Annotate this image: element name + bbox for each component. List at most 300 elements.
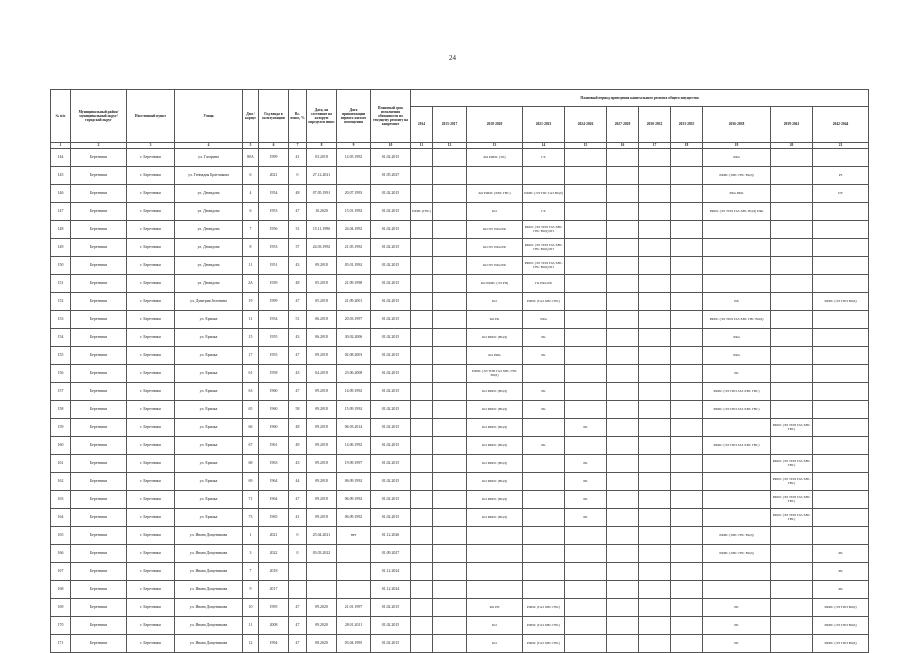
date-privatization-cell: 23.06.2008 (337, 365, 371, 383)
house-cell: 19 (243, 293, 259, 311)
period-2036-2038-cell (703, 419, 771, 437)
header-period: 2039-2041 (771, 107, 813, 143)
period-2024-2026-cell (565, 617, 607, 635)
period-2033-2035-cell (671, 149, 703, 167)
date-privatization-cell: 21.01.1997 (337, 599, 371, 617)
table-row (51, 527, 869, 545)
period-2042-2044-cell (813, 149, 869, 167)
wear-cell: 44 (289, 473, 307, 491)
table-row (51, 239, 869, 257)
settlement-cell: г. Березники (127, 617, 175, 635)
period-2033-2035-cell (671, 419, 703, 437)
period-2033-2035-cell (671, 167, 703, 185)
period-2039-2041-cell (771, 347, 813, 365)
house-cell: 1 (243, 527, 259, 545)
street-cell: ул. Ермака (175, 329, 243, 347)
settlement-cell: г. Березники (127, 455, 175, 473)
house-cell: 6 (243, 203, 259, 221)
table-row (51, 473, 869, 491)
table-row (51, 509, 869, 527)
municipality-cell: Березники (71, 563, 127, 581)
period-2018-2020-cell: РФИС (ЭЛ ТПП ГАЗ ХВС ГВС ВОД) (467, 365, 523, 383)
year-built-cell: 1963 (259, 455, 289, 473)
page-number: 24 (449, 54, 456, 62)
period-2036-2038-cell (703, 473, 771, 491)
year-built-cell: 1955 (259, 329, 289, 347)
date-privatization-cell (337, 581, 371, 599)
period-2015-2017-cell (433, 239, 467, 257)
period-2021-2023-cell (523, 527, 565, 545)
column-number: 18 (671, 143, 703, 149)
period-2030-2032-cell (639, 167, 671, 185)
year-built-cell: 2022 (259, 545, 289, 563)
wear-cell: 47 (289, 635, 307, 653)
period-2021-2023-cell (523, 545, 565, 563)
period-2021-2023-cell: РФИС (ГАЗ ХВС ГВС) (523, 617, 565, 635)
period-2030-2032-cell (639, 203, 671, 221)
period-2036-2038-cell: РФИС (ХВС ГВС ВОД) (703, 527, 771, 545)
period-2039-2041-cell: РФИС (ЭЛ ТПП ГАЗ ХВС ГВС) (771, 473, 813, 491)
period-2015-2017-cell (433, 509, 467, 527)
house-cell: 6 (243, 167, 259, 185)
period-2014-cell (411, 473, 433, 491)
period-2042-2044-cell (813, 383, 869, 401)
date-state-cell: 09.2018 (307, 491, 337, 509)
date-state-cell: 09.2018 (307, 401, 337, 419)
settlement-cell: г. Березники (127, 203, 175, 221)
period-2030-2032-cell (639, 311, 671, 329)
street-cell: ул. Ермака (175, 491, 243, 509)
period-2027-2029-cell (607, 347, 639, 365)
period-2027-2029-cell (607, 401, 639, 419)
period-2027-2029-cell (607, 383, 639, 401)
period-2036-2038-cell (703, 491, 771, 509)
period-2036-2038-cell: РФИС (ЭЛ ТПП ГАЗ ХВС ВОД) РФн (703, 203, 771, 221)
date-privatization-cell: 15.01.1992 (337, 203, 371, 221)
settlement-cell: г. Березники (127, 311, 175, 329)
municipality-cell: Березники (71, 257, 127, 275)
period-2027-2029-cell (607, 149, 639, 167)
period-2039-2041-cell (771, 437, 813, 455)
row-number: 146 (51, 185, 71, 203)
period-2015-2017-cell (433, 275, 467, 293)
wear-cell: 49 (289, 437, 307, 455)
date-privatization-cell (337, 563, 371, 581)
house-cell: 2А (243, 275, 259, 293)
period-2033-2035-cell (671, 329, 703, 347)
period-2018-2020-cell: КО (467, 617, 523, 635)
period-2042-2044-cell: РК (813, 563, 869, 581)
period-2021-2023-cell: РФИС (ЭЛ ТПП ГАЗ ХВС ГВС ВОД) РП (523, 239, 565, 257)
period-2030-2032-cell (639, 617, 671, 635)
period-2036-2038-cell: РК (703, 365, 771, 383)
period-2036-2038-cell: РФн (703, 329, 771, 347)
year-built-cell: 2008 (259, 617, 289, 635)
period-2015-2017-cell (433, 293, 467, 311)
date-privatization-cell: 02.08.2003 (337, 347, 371, 365)
period-2036-2038-cell: РФн (703, 347, 771, 365)
plan-term-cell: 01.02.2015 (371, 383, 411, 401)
date-state-cell: 09.2020 (307, 599, 337, 617)
period-2015-2017-cell (433, 581, 467, 599)
period-2027-2029-cell (607, 257, 639, 275)
settlement-cell: г. Березники (127, 599, 175, 617)
row-number: 159 (51, 419, 71, 437)
period-2014-cell (411, 221, 433, 239)
municipality-cell: Березники (71, 455, 127, 473)
period-2018-2020-cell: КО РФИС (ВОД) (467, 401, 523, 419)
period-2027-2029-cell (607, 419, 639, 437)
period-2018-2020-cell: КО РФИС (ХВС ГВС) (467, 185, 523, 203)
period-2033-2035-cell (671, 185, 703, 203)
period-2039-2041-cell (771, 185, 813, 203)
year-built-cell: 1995 (259, 599, 289, 617)
column-number: 2 (71, 143, 127, 149)
date-privatization-cell: 06.03.2014 (337, 419, 371, 437)
year-built-cell: 1999 (259, 149, 289, 167)
period-2042-2044-cell (813, 347, 869, 365)
period-2042-2044-cell (813, 509, 869, 527)
date-state-cell (307, 581, 337, 599)
column-number: 13 (467, 143, 523, 149)
period-2030-2032-cell (639, 545, 671, 563)
column-number: 3 (127, 143, 175, 149)
house-cell: 7 (243, 563, 259, 581)
year-built-cell: 1954 (259, 185, 289, 203)
period-2027-2029-cell (607, 293, 639, 311)
period-2039-2041-cell (771, 221, 813, 239)
settlement-cell: г. Березники (127, 437, 175, 455)
period-2030-2032-cell (639, 149, 671, 167)
period-2014-cell (411, 419, 433, 437)
street-cell: ул. Ивана Дощеникова (175, 527, 243, 545)
period-2042-2044-cell (813, 473, 869, 491)
period-2033-2035-cell (671, 239, 703, 257)
date-state-cell: 09.2020 (307, 617, 337, 635)
period-2018-2020-cell: КО (467, 293, 523, 311)
settlement-cell: г. Березники (127, 185, 175, 203)
wear-cell: 51 (289, 311, 307, 329)
wear-cell: 58 (289, 401, 307, 419)
column-number: 7 (289, 143, 307, 149)
settlement-cell: г. Березники (127, 581, 175, 599)
municipality-cell: Березники (71, 491, 127, 509)
period-2018-2020-cell (467, 527, 523, 545)
header-period: 2014 (411, 107, 433, 143)
period-2027-2029-cell (607, 311, 639, 329)
period-2027-2029-cell (607, 527, 639, 545)
year-built-cell: 2021 (259, 527, 289, 545)
period-2014-cell (411, 527, 433, 545)
period-2021-2023-cell: ГХ (523, 203, 565, 221)
period-2024-2026-cell (565, 167, 607, 185)
row-number: 156 (51, 365, 71, 383)
column-number: 19 (703, 143, 771, 149)
period-2033-2035-cell (671, 509, 703, 527)
period-2024-2026-cell (565, 437, 607, 455)
period-2021-2023-cell (523, 473, 565, 491)
period-2014-cell (411, 257, 433, 275)
house-cell: 7 (243, 221, 259, 239)
plan-term-cell: 01.02.2015 (371, 473, 411, 491)
year-built-cell: 1958 (259, 365, 289, 383)
period-2024-2026-cell (565, 599, 607, 617)
plan-term-cell: 01.05.2027 (371, 167, 411, 185)
period-2024-2026-cell: РК (565, 455, 607, 473)
period-2024-2026-cell (565, 347, 607, 365)
settlement-cell: г. Березники (127, 149, 175, 167)
period-2039-2041-cell (771, 239, 813, 257)
column-number: 20 (771, 143, 813, 149)
period-2015-2017-cell (433, 437, 467, 455)
period-2024-2026-cell (565, 545, 607, 563)
house-cell: 73 (243, 509, 259, 527)
wear-cell: 47 (289, 617, 307, 635)
row-number: 170 (51, 617, 71, 635)
period-2021-2023-cell: РФИС (ГАЗ ХВС ГВС) (523, 635, 565, 653)
period-2030-2032-cell (639, 599, 671, 617)
date-state-cell: 09.2018 (307, 257, 337, 275)
street-cell: ул. Ермака (175, 383, 243, 401)
plan-term-cell: 01.02.2015 (371, 401, 411, 419)
year-built-cell: 1956 (259, 221, 289, 239)
period-2014-cell (411, 167, 433, 185)
period-2024-2026-cell (565, 149, 607, 167)
municipality-cell: Березники (71, 419, 127, 437)
plan-term-cell: 01.02.2015 (371, 491, 411, 509)
year-built-cell: 1960 (259, 419, 289, 437)
date-privatization-cell: 19.09.1997 (337, 455, 371, 473)
year-built-cell: 1951 (259, 257, 289, 275)
period-2024-2026-cell (565, 257, 607, 275)
table-row (51, 617, 869, 635)
column-number: 14 (523, 143, 565, 149)
period-2027-2029-cell (607, 473, 639, 491)
table-row (51, 419, 869, 437)
year-built-cell: 2018 (259, 563, 289, 581)
table-row (51, 167, 869, 185)
period-2042-2044-cell (813, 365, 869, 383)
period-2030-2032-cell (639, 221, 671, 239)
period-2036-2038-cell: РФИС (ХВС ГВС ВОД) (703, 545, 771, 563)
date-state-cell: 24.03.1992 (307, 239, 337, 257)
date-privatization-cell: 14.06.1992 (337, 437, 371, 455)
period-2021-2023-cell: ГХ (523, 149, 565, 167)
municipality-cell: Березники (71, 473, 127, 491)
period-2039-2041-cell: РФИС (ЭЛ ТПП ГАЗ ХВС ГВС) (771, 491, 813, 509)
period-2033-2035-cell (671, 599, 703, 617)
wear-cell: 31 (289, 221, 307, 239)
period-2030-2032-cell (639, 347, 671, 365)
period-2014-cell (411, 383, 433, 401)
header-period: 2015-2017 (433, 107, 467, 143)
repair-plan-table (50, 89, 869, 653)
period-2036-2038-cell (703, 563, 771, 581)
period-2014-cell (411, 185, 433, 203)
period-2015-2017-cell (433, 167, 467, 185)
column-number: 9 (337, 143, 371, 149)
period-2015-2017-cell (433, 419, 467, 437)
plan-term-cell: 01.02.2015 (371, 239, 411, 257)
header-period: 2042-2044 (813, 107, 869, 143)
period-2042-2044-cell (813, 419, 869, 437)
row-number: 162 (51, 473, 71, 491)
header-year-built: Год ввода в эксплуатацию (259, 90, 289, 143)
period-2027-2029-cell (607, 221, 639, 239)
header-period: 2024-2026 (565, 107, 607, 143)
date-privatization-cell: 20.03.1997 (337, 311, 371, 329)
settlement-cell: г. Березники (127, 239, 175, 257)
period-2039-2041-cell (771, 599, 813, 617)
period-2027-2029-cell (607, 455, 639, 473)
period-2033-2035-cell (671, 221, 703, 239)
period-2021-2023-cell: ГК РФн РФ (523, 275, 565, 293)
plan-term-cell: 01.02.2015 (371, 311, 411, 329)
period-2039-2041-cell (771, 563, 813, 581)
street-cell: ул. Демидова (175, 185, 243, 203)
street-cell: ул. Ермака (175, 365, 243, 383)
period-2014-cell (411, 239, 433, 257)
period-2027-2029-cell (607, 203, 639, 221)
period-2021-2023-cell: РФн (523, 311, 565, 329)
period-2027-2029-cell (607, 563, 639, 581)
period-2039-2041-cell (771, 257, 813, 275)
period-2015-2017-cell (433, 491, 467, 509)
period-2042-2044-cell: РФИС (ЭЛ ТПП ВОД) (813, 293, 869, 311)
period-2014-cell (411, 491, 433, 509)
table-row (51, 635, 869, 653)
period-2021-2023-cell: РФИС (ЭЛ ТПС ГАЗ ВОД) (523, 185, 565, 203)
date-state-cell (307, 563, 337, 581)
row-number: 147 (51, 203, 71, 221)
period-2014-cell: РФИС (ГВС) (411, 203, 433, 221)
period-2030-2032-cell (639, 275, 671, 293)
period-2033-2035-cell (671, 311, 703, 329)
period-2033-2035-cell (671, 617, 703, 635)
street-cell: ул. Ивана Дощеникова (175, 617, 243, 635)
table-row (51, 311, 869, 329)
municipality-cell: Березники (71, 185, 127, 203)
period-2030-2032-cell (639, 401, 671, 419)
date-state-cell: 09.2018 (307, 419, 337, 437)
house-cell: 15 (243, 329, 259, 347)
plan-term-cell: 01.02.2015 (371, 599, 411, 617)
row-number: 154 (51, 329, 71, 347)
period-2042-2044-cell (813, 491, 869, 509)
period-2036-2038-cell: РФИС (ЭЛ ТПП ГАЗ ХВС ГВС) (703, 383, 771, 401)
street-cell: ул. Ермака (175, 509, 243, 527)
year-built-cell: 2021 (259, 167, 289, 185)
period-2021-2023-cell (523, 563, 565, 581)
municipality-cell: Березники (71, 635, 127, 653)
period-2015-2017-cell (433, 473, 467, 491)
plan-term-cell: 01.02.2015 (371, 509, 411, 527)
period-2021-2023-cell (523, 581, 565, 599)
house-cell: 63 (243, 383, 259, 401)
municipality-cell: Березники (71, 347, 127, 365)
period-2014-cell (411, 617, 433, 635)
table-row (51, 563, 869, 581)
row-number: 153 (51, 311, 71, 329)
settlement-cell: г. Березники (127, 491, 175, 509)
period-2036-2038-cell (703, 455, 771, 473)
period-2042-2044-cell: РФИС (ЭЛ ТПП ВОД) (813, 599, 869, 617)
plan-term-cell: 01.02.2015 (371, 347, 411, 365)
wear-cell: 0 (289, 545, 307, 563)
date-state-cell: 09.2018 (307, 473, 337, 491)
period-2014-cell (411, 293, 433, 311)
period-2033-2035-cell (671, 527, 703, 545)
period-2033-2035-cell (671, 365, 703, 383)
period-2039-2041-cell (771, 383, 813, 401)
period-2015-2017-cell (433, 257, 467, 275)
street-cell: ул. Ермака (175, 311, 243, 329)
period-2015-2017-cell (433, 149, 467, 167)
year-built-cell: 1994 (259, 635, 289, 653)
row-number: 151 (51, 275, 71, 293)
wear-cell: 48 (289, 419, 307, 437)
date-state-cell: 15.11.1996 (307, 221, 337, 239)
header-house: Дом / корпус (243, 90, 259, 143)
period-2030-2032-cell (639, 635, 671, 653)
period-2036-2038-cell: РФИС (ХВС ГВС ВОД) (703, 167, 771, 185)
wear-cell: 47 (289, 203, 307, 221)
municipality-cell: Березники (71, 149, 127, 167)
row-number: 145 (51, 167, 71, 185)
date-privatization-cell: 28.01.2011 (337, 617, 371, 635)
period-2030-2032-cell (639, 473, 671, 491)
street-cell: ул. Ивана Дощеникова (175, 635, 243, 653)
period-2030-2032-cell (639, 383, 671, 401)
settlement-cell: г. Березники (127, 635, 175, 653)
row-number: 168 (51, 581, 71, 599)
period-2024-2026-cell (565, 293, 607, 311)
period-2024-2026-cell (565, 401, 607, 419)
year-built-cell: 1961 (259, 437, 289, 455)
date-state-cell: 10.2020 (307, 203, 337, 221)
date-state-cell: 06.2018 (307, 329, 337, 347)
period-2027-2029-cell (607, 329, 639, 347)
date-privatization-cell: 20.07.1993 (337, 185, 371, 203)
street-cell: ул. Геннадия Братчикова (175, 167, 243, 185)
period-2021-2023-cell: РФИС (ГАЗ ХВС ГВС) (523, 599, 565, 617)
house-cell: 69 (243, 473, 259, 491)
period-2018-2020-cell: КО РФИС (ЭЛ РП) (467, 275, 523, 293)
period-2015-2017-cell (433, 311, 467, 329)
period-2024-2026-cell (565, 221, 607, 239)
street-cell: ул. Ермака (175, 473, 243, 491)
period-2036-2038-cell (703, 257, 771, 275)
period-2027-2029-cell (607, 617, 639, 635)
period-2042-2044-cell: ПУ (813, 185, 869, 203)
house-cell: 11 (243, 617, 259, 635)
wear-cell: 37 (289, 239, 307, 257)
date-state-cell: 03.2018 (307, 149, 337, 167)
period-2014-cell (411, 311, 433, 329)
period-2033-2035-cell (671, 545, 703, 563)
period-2024-2026-cell (565, 203, 607, 221)
period-2039-2041-cell (771, 149, 813, 167)
header-num: № п/п (51, 90, 71, 143)
row-number: 157 (51, 383, 71, 401)
period-2014-cell (411, 545, 433, 563)
year-built-cell: 1999 (259, 293, 289, 311)
row-number: 149 (51, 239, 71, 257)
row-number: 161 (51, 455, 71, 473)
date-privatization-cell: нет (337, 527, 371, 545)
date-state-cell: 09.2018 (307, 383, 337, 401)
period-2014-cell (411, 635, 433, 653)
